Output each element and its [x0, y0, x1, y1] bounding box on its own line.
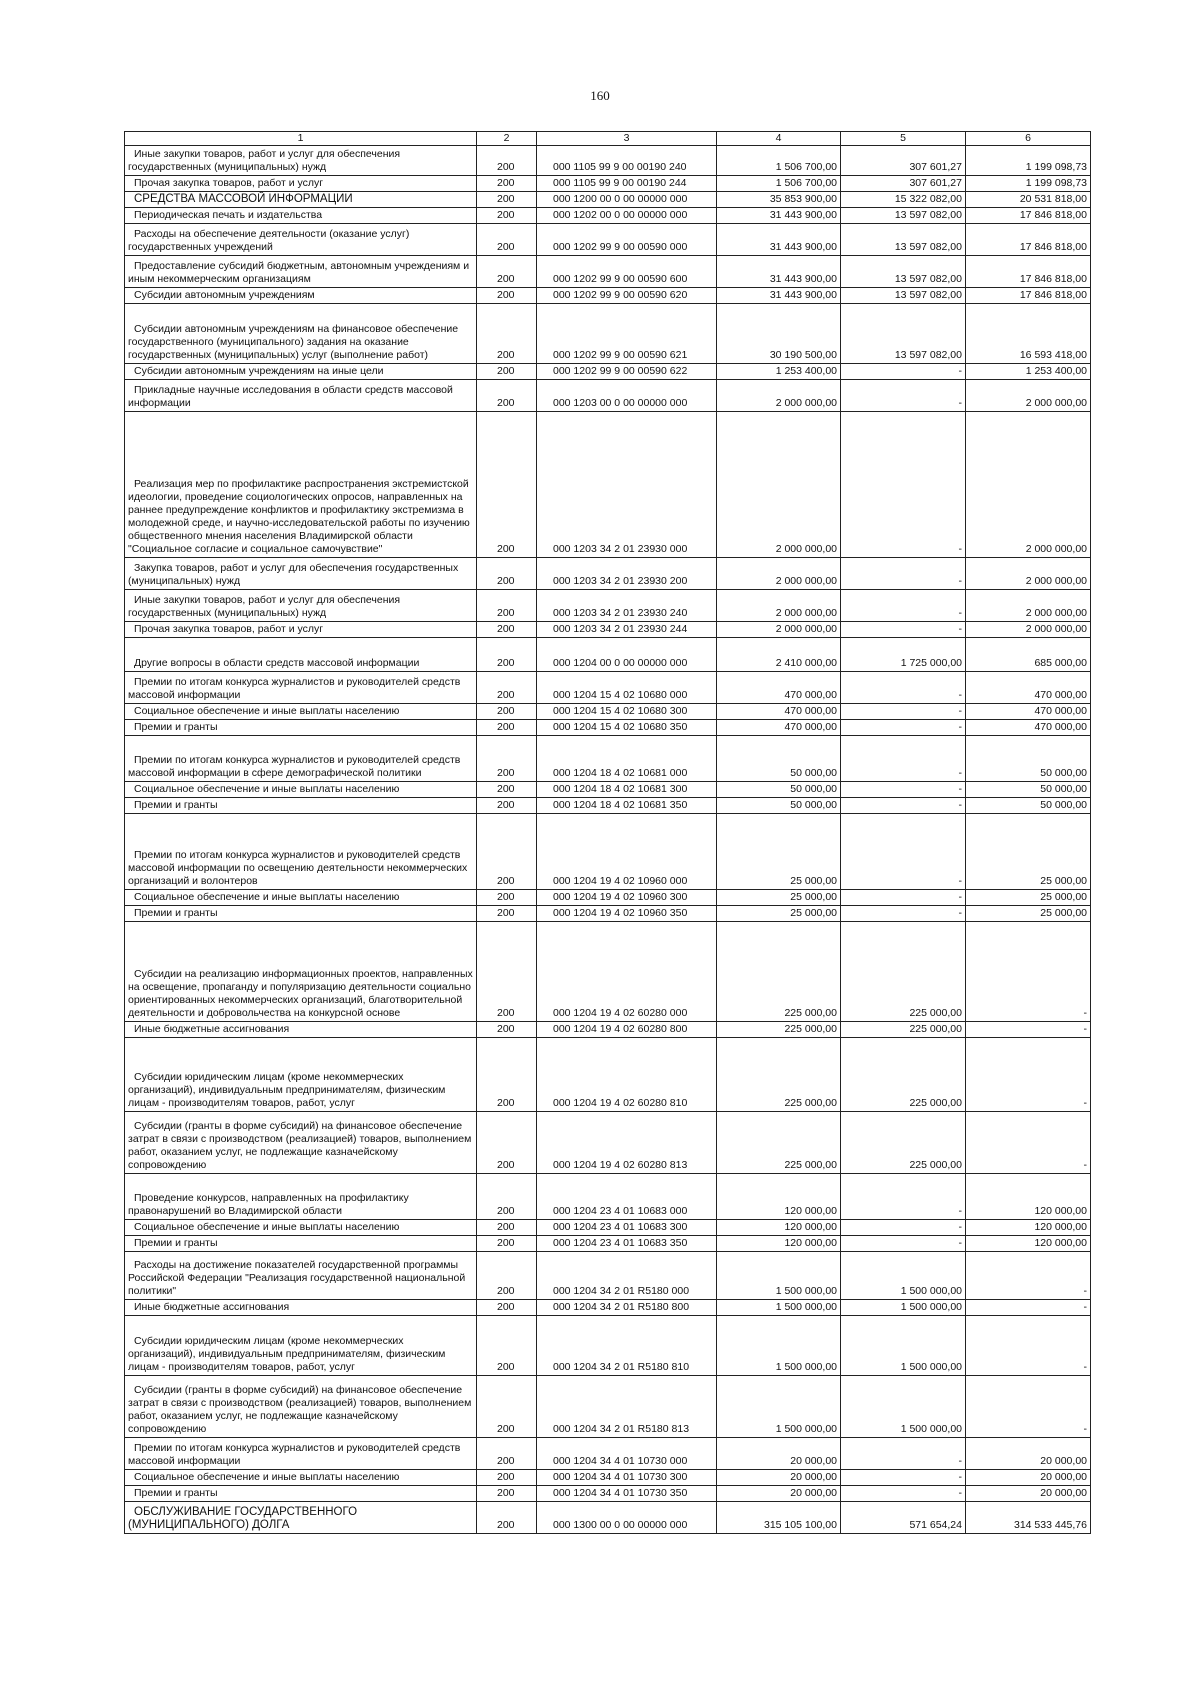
table-row	[125, 1022, 1091, 1038]
row-name: Социальное обеспечение и иные выплаты населению	[125, 704, 477, 720]
row-admin-code: 200	[477, 736, 537, 782]
row-admin-code: 200	[477, 1022, 537, 1038]
row-approved-amount: 20 000,00	[717, 1486, 841, 1502]
row-name: Субсидии на реализацию информационных проектов, направленных на освещение, пропаганду и популяризацию деятельности социально ориентированных некоммерческих организаций, благотворительной деятельности и добровольчества на конкурсной основе	[125, 922, 477, 1022]
column-number: 6	[966, 132, 1091, 146]
row-approved-amount: 31 443 900,00	[717, 288, 841, 304]
row-executed-amount: 307 601,27	[841, 146, 966, 176]
row-remaining-amount: 50 000,00	[966, 798, 1091, 814]
row-admin-code: 200	[477, 704, 537, 720]
table-row	[125, 890, 1091, 906]
row-admin-code: 200	[477, 1220, 537, 1236]
budget-table	[124, 131, 1091, 1534]
row-name: Субсидии автономным учреждениям	[125, 288, 477, 304]
row-executed-amount: -	[841, 782, 966, 798]
row-name: Иные закупки товаров, работ и услуг для обеспечения государственных (муниципальных) нужд	[125, 590, 477, 622]
row-remaining-amount: 120 000,00	[966, 1236, 1091, 1252]
row-budget-code: 000 1204 19 4 02 10960 350	[537, 906, 717, 922]
row-admin-code: 200	[477, 1486, 537, 1502]
table-row	[125, 1112, 1091, 1174]
row-executed-amount: -	[841, 890, 966, 906]
row-budget-code: 000 1204 19 4 02 10960 000	[537, 814, 717, 890]
row-budget-code: 000 1204 23 4 01 10683 000	[537, 1174, 717, 1220]
column-number: 2	[477, 132, 537, 146]
row-executed-amount: -	[841, 704, 966, 720]
row-admin-code: 200	[477, 720, 537, 736]
row-executed-amount: -	[841, 814, 966, 890]
row-budget-code: 000 1204 18 4 02 10681 000	[537, 736, 717, 782]
row-name: Премии по итогам конкурса журналистов и руководителей средств массовой информации	[125, 1438, 477, 1470]
row-name: Премии и гранты	[125, 1236, 477, 1252]
row-executed-amount: 1 725 000,00	[841, 638, 966, 672]
row-approved-amount: 2 000 000,00	[717, 558, 841, 590]
row-executed-amount: 225 000,00	[841, 1038, 966, 1112]
row-admin-code: 200	[477, 192, 537, 208]
row-name: Субсидии юридическим лицам (кроме некоммерческих организаций), индивидуальным предпринимателям, физическим лицам - производителям товаров, работ, услуг	[125, 1038, 477, 1112]
row-executed-amount: 13 597 082,00	[841, 208, 966, 224]
row-executed-amount: 13 597 082,00	[841, 288, 966, 304]
table-row	[125, 1038, 1091, 1112]
row-admin-code: 200	[477, 364, 537, 380]
row-budget-code: 000 1204 23 4 01 10683 350	[537, 1236, 717, 1252]
table-row	[125, 798, 1091, 814]
row-approved-amount: 1 253 400,00	[717, 364, 841, 380]
row-budget-code: 000 1202 99 9 00 00590 600	[537, 256, 717, 288]
row-admin-code: 200	[477, 814, 537, 890]
row-approved-amount: 31 443 900,00	[717, 208, 841, 224]
table-row	[125, 192, 1091, 208]
table-row	[125, 256, 1091, 288]
row-name: Периодическая печать и издательства	[125, 208, 477, 224]
row-admin-code: 200	[477, 1236, 537, 1252]
row-executed-amount: 1 500 000,00	[841, 1316, 966, 1376]
row-approved-amount: 225 000,00	[717, 1038, 841, 1112]
table-row	[125, 1486, 1091, 1502]
row-approved-amount: 25 000,00	[717, 906, 841, 922]
row-admin-code: 200	[477, 1502, 537, 1534]
row-executed-amount: -	[841, 1220, 966, 1236]
row-budget-code: 000 1204 15 4 02 10680 350	[537, 720, 717, 736]
row-admin-code: 200	[477, 1038, 537, 1112]
row-admin-code: 200	[477, 1316, 537, 1376]
row-remaining-amount: 17 846 818,00	[966, 224, 1091, 256]
row-name: Закупка товаров, работ и услуг для обеспечения государственных (муниципальных) нужд	[125, 558, 477, 590]
row-approved-amount: 50 000,00	[717, 798, 841, 814]
row-name: Субсидии автономным учреждениям на иные цели	[125, 364, 477, 380]
row-approved-amount: 50 000,00	[717, 736, 841, 782]
row-executed-amount: 571 654,24	[841, 1502, 966, 1534]
table-row	[125, 736, 1091, 782]
row-name: Премии по итогам конкурса журналистов и руководителей средств массовой информации по освещению деятельности некоммерческих организаций и волонтеров	[125, 814, 477, 890]
table-row	[125, 1300, 1091, 1316]
row-remaining-amount: -	[966, 1316, 1091, 1376]
row-approved-amount: 50 000,00	[717, 782, 841, 798]
row-budget-code: 000 1204 34 4 01 10730 000	[537, 1438, 717, 1470]
table-row	[125, 1376, 1091, 1438]
row-executed-amount: -	[841, 364, 966, 380]
row-name: Проведение конкурсов, направленных на профилактику правонарушений во Владимирской области	[125, 1174, 477, 1220]
column-number: 1	[125, 132, 477, 146]
row-executed-amount: 13 597 082,00	[841, 224, 966, 256]
row-admin-code: 200	[477, 782, 537, 798]
row-name: Предоставление субсидий бюджетным, автономным учреждениям и иным некоммерческим организациям	[125, 256, 477, 288]
row-budget-code: 000 1204 34 4 01 10730 350	[537, 1486, 717, 1502]
row-executed-amount: 13 597 082,00	[841, 304, 966, 364]
row-budget-code: 000 1202 99 9 00 00590 620	[537, 288, 717, 304]
row-executed-amount: -	[841, 1174, 966, 1220]
row-admin-code: 200	[477, 890, 537, 906]
row-approved-amount: 225 000,00	[717, 1022, 841, 1038]
column-number: 5	[841, 132, 966, 146]
row-remaining-amount: 16 593 418,00	[966, 304, 1091, 364]
column-numbers-row	[125, 132, 1091, 146]
row-admin-code: 200	[477, 1438, 537, 1470]
row-remaining-amount: 314 533 445,76	[966, 1502, 1091, 1534]
row-executed-amount: -	[841, 736, 966, 782]
row-budget-code: 000 1204 15 4 02 10680 000	[537, 672, 717, 704]
row-name: Иные бюджетные ассигнования	[125, 1022, 477, 1038]
row-budget-code: 000 1203 34 2 01 23930 200	[537, 558, 717, 590]
row-admin-code: 200	[477, 798, 537, 814]
table-row	[125, 590, 1091, 622]
row-admin-code: 200	[477, 256, 537, 288]
row-admin-code: 200	[477, 638, 537, 672]
row-remaining-amount: 470 000,00	[966, 720, 1091, 736]
row-approved-amount: 1 506 700,00	[717, 146, 841, 176]
row-name: Премии и гранты	[125, 906, 477, 922]
table-row	[125, 558, 1091, 590]
row-executed-amount: -	[841, 798, 966, 814]
row-name: ОБСЛУЖИВАНИЕ ГОСУДАРСТВЕННОГО (МУНИЦИПАЛЬНОГО) ДОЛГА	[125, 1502, 477, 1534]
row-admin-code: 200	[477, 304, 537, 364]
row-name: Социальное обеспечение и иные выплаты населению	[125, 890, 477, 906]
row-approved-amount: 2 000 000,00	[717, 590, 841, 622]
row-name: Премии и гранты	[125, 1486, 477, 1502]
row-approved-amount: 1 500 000,00	[717, 1252, 841, 1300]
table-row	[125, 814, 1091, 890]
row-approved-amount: 225 000,00	[717, 1112, 841, 1174]
row-budget-code: 000 1204 34 2 01 R5180 000	[537, 1252, 717, 1300]
row-name: Премии по итогам конкурса журналистов и руководителей средств массовой информации в сфере демографической политики	[125, 736, 477, 782]
row-budget-code: 000 1204 19 4 02 60280 000	[537, 922, 717, 1022]
row-admin-code: 200	[477, 906, 537, 922]
row-name: СРЕДСТВА МАССОВОЙ ИНФОРМАЦИИ	[125, 192, 477, 208]
row-admin-code: 200	[477, 1300, 537, 1316]
row-budget-code: 000 1300 00 0 00 00000 000	[537, 1502, 717, 1534]
row-admin-code: 200	[477, 1470, 537, 1486]
row-executed-amount: 1 500 000,00	[841, 1376, 966, 1438]
row-approved-amount: 31 443 900,00	[717, 224, 841, 256]
row-admin-code: 200	[477, 380, 537, 412]
row-name: Реализация мер по профилактике распространения экстремистской идеологии, проведение социологических опросов, направленных на раннее предупреждение конфликтов и профилактику экстремизма в молодежной среде, и научно-исследовательской работы по изучению общественного мнения населения Владимирской области "Социальное согласие и социальное самочувствие"	[125, 412, 477, 558]
row-admin-code: 200	[477, 622, 537, 638]
column-number: 3	[537, 132, 717, 146]
row-executed-amount: -	[841, 412, 966, 558]
row-remaining-amount: 120 000,00	[966, 1220, 1091, 1236]
table-row	[125, 146, 1091, 176]
table-row	[125, 906, 1091, 922]
table-row	[125, 412, 1091, 558]
row-remaining-amount: 25 000,00	[966, 906, 1091, 922]
row-approved-amount: 470 000,00	[717, 672, 841, 704]
row-remaining-amount: 20 000,00	[966, 1438, 1091, 1470]
table-row	[125, 672, 1091, 704]
row-executed-amount: 225 000,00	[841, 922, 966, 1022]
row-remaining-amount: 2 000 000,00	[966, 558, 1091, 590]
table-row	[125, 380, 1091, 412]
table-row	[125, 638, 1091, 672]
row-approved-amount: 1 500 000,00	[717, 1376, 841, 1438]
row-approved-amount: 20 000,00	[717, 1438, 841, 1470]
row-remaining-amount: 2 000 000,00	[966, 380, 1091, 412]
row-name: Расходы на достижение показателей государственной программы Российской Федерации "Реализация государственной национальной политики"	[125, 1252, 477, 1300]
table-row	[125, 720, 1091, 736]
row-name: Социальное обеспечение и иные выплаты населению	[125, 782, 477, 798]
table-row	[125, 1220, 1091, 1236]
row-remaining-amount: 2 000 000,00	[966, 590, 1091, 622]
row-budget-code: 000 1203 34 2 01 23930 244	[537, 622, 717, 638]
table-row	[125, 1502, 1091, 1534]
table-row	[125, 176, 1091, 192]
row-budget-code: 000 1203 34 2 01 23930 000	[537, 412, 717, 558]
row-remaining-amount: 20 000,00	[966, 1486, 1091, 1502]
row-approved-amount: 1 506 700,00	[717, 176, 841, 192]
table-row	[125, 224, 1091, 256]
row-name: Иные бюджетные ассигнования	[125, 1300, 477, 1316]
row-approved-amount: 2 410 000,00	[717, 638, 841, 672]
row-name: Премии по итогам конкурса журналистов и руководителей средств массовой информации	[125, 672, 477, 704]
table-row	[125, 1316, 1091, 1376]
row-remaining-amount: 25 000,00	[966, 814, 1091, 890]
row-approved-amount: 1 500 000,00	[717, 1300, 841, 1316]
row-remaining-amount: -	[966, 1022, 1091, 1038]
row-approved-amount: 25 000,00	[717, 814, 841, 890]
row-remaining-amount: -	[966, 1112, 1091, 1174]
row-admin-code: 200	[477, 672, 537, 704]
row-approved-amount: 120 000,00	[717, 1220, 841, 1236]
row-remaining-amount: 2 000 000,00	[966, 412, 1091, 558]
row-remaining-amount: 17 846 818,00	[966, 288, 1091, 304]
row-remaining-amount: 17 846 818,00	[966, 208, 1091, 224]
row-name: Субсидии (гранты в форме субсидий) на финансовое обеспечение затрат в связи с производством (реализацией) товаров, выполнением работ, оказанием услуг, не подлежащие казначейскому сопровождению	[125, 1376, 477, 1438]
row-name: Субсидии (гранты в форме субсидий) на финансовое обеспечение затрат в связи с производством (реализацией) товаров, выполнением работ, оказанием услуг, не подлежащие казначейскому сопровождению	[125, 1112, 477, 1174]
row-executed-amount: -	[841, 906, 966, 922]
row-executed-amount: -	[841, 590, 966, 622]
row-remaining-amount: 1 199 098,73	[966, 176, 1091, 192]
row-budget-code: 000 1204 15 4 02 10680 300	[537, 704, 717, 720]
table-row	[125, 922, 1091, 1022]
row-executed-amount: -	[841, 380, 966, 412]
row-budget-code: 000 1203 34 2 01 23930 240	[537, 590, 717, 622]
row-remaining-amount: 17 846 818,00	[966, 256, 1091, 288]
table-row	[125, 288, 1091, 304]
row-executed-amount: -	[841, 1470, 966, 1486]
row-admin-code: 200	[477, 1252, 537, 1300]
row-executed-amount: 1 500 000,00	[841, 1252, 966, 1300]
row-approved-amount: 470 000,00	[717, 720, 841, 736]
row-budget-code: 000 1203 00 0 00 00000 000	[537, 380, 717, 412]
row-approved-amount: 120 000,00	[717, 1174, 841, 1220]
row-admin-code: 200	[477, 1112, 537, 1174]
row-budget-code: 000 1105 99 9 00 00190 244	[537, 176, 717, 192]
row-executed-amount: -	[841, 558, 966, 590]
row-budget-code: 000 1202 99 9 00 00590 621	[537, 304, 717, 364]
row-name: Социальное обеспечение и иные выплаты населению	[125, 1220, 477, 1236]
row-name: Премии и гранты	[125, 798, 477, 814]
row-name: Субсидии юридическим лицам (кроме некоммерческих организаций), индивидуальным предпринимателям, физическим лицам - производителям товаров, работ, услуг	[125, 1316, 477, 1376]
row-admin-code: 200	[477, 558, 537, 590]
table-row	[125, 1236, 1091, 1252]
row-remaining-amount: 470 000,00	[966, 704, 1091, 720]
row-name: Субсидии автономным учреждениям на финансовое обеспечение государственного (муниципального) задания на оказание государственных (муниципальных) услуг (выполнение работ)	[125, 304, 477, 364]
row-admin-code: 200	[477, 224, 537, 256]
row-budget-code: 000 1204 19 4 02 60280 813	[537, 1112, 717, 1174]
row-approved-amount: 225 000,00	[717, 922, 841, 1022]
row-executed-amount: 225 000,00	[841, 1112, 966, 1174]
row-remaining-amount: -	[966, 922, 1091, 1022]
row-remaining-amount: -	[966, 1300, 1091, 1316]
row-budget-code: 000 1200 00 0 00 00000 000	[537, 192, 717, 208]
row-remaining-amount: 685 000,00	[966, 638, 1091, 672]
row-budget-code: 000 1204 23 4 01 10683 300	[537, 1220, 717, 1236]
row-approved-amount: 120 000,00	[717, 1236, 841, 1252]
row-admin-code: 200	[477, 146, 537, 176]
row-budget-code: 000 1105 99 9 00 00190 240	[537, 146, 717, 176]
row-budget-code: 000 1204 34 2 01 R5180 810	[537, 1316, 717, 1376]
table-row	[125, 364, 1091, 380]
page-number: 160	[590, 88, 610, 103]
row-remaining-amount: -	[966, 1252, 1091, 1300]
row-admin-code: 200	[477, 1376, 537, 1438]
row-remaining-amount: 1 253 400,00	[966, 364, 1091, 380]
row-approved-amount: 30 190 500,00	[717, 304, 841, 364]
row-remaining-amount: 20 531 818,00	[966, 192, 1091, 208]
table-row	[125, 1252, 1091, 1300]
row-approved-amount: 2 000 000,00	[717, 412, 841, 558]
row-remaining-amount: 50 000,00	[966, 736, 1091, 782]
row-approved-amount: 20 000,00	[717, 1470, 841, 1486]
row-admin-code: 200	[477, 1174, 537, 1220]
row-budget-code: 000 1204 18 4 02 10681 300	[537, 782, 717, 798]
row-approved-amount: 470 000,00	[717, 704, 841, 720]
row-budget-code: 000 1204 34 2 01 R5180 800	[537, 1300, 717, 1316]
row-remaining-amount: 20 000,00	[966, 1470, 1091, 1486]
row-executed-amount: 307 601,27	[841, 176, 966, 192]
row-remaining-amount: 470 000,00	[966, 672, 1091, 704]
column-number: 4	[717, 132, 841, 146]
row-executed-amount: 13 597 082,00	[841, 256, 966, 288]
row-remaining-amount: 2 000 000,00	[966, 622, 1091, 638]
row-remaining-amount: -	[966, 1038, 1091, 1112]
row-executed-amount: 225 000,00	[841, 1022, 966, 1038]
row-budget-code: 000 1204 00 0 00 00000 000	[537, 638, 717, 672]
row-admin-code: 200	[477, 412, 537, 558]
row-budget-code: 000 1204 34 2 01 R5180 813	[537, 1376, 717, 1438]
row-name: Другие вопросы в области средств массовой информации	[125, 638, 477, 672]
row-name: Социальное обеспечение и иные выплаты населению	[125, 1470, 477, 1486]
row-approved-amount: 31 443 900,00	[717, 256, 841, 288]
row-executed-amount: 15 322 082,00	[841, 192, 966, 208]
row-remaining-amount: 1 199 098,73	[966, 146, 1091, 176]
row-approved-amount: 315 105 100,00	[717, 1502, 841, 1534]
row-executed-amount: -	[841, 1438, 966, 1470]
table-row	[125, 208, 1091, 224]
row-name: Премии и гранты	[125, 720, 477, 736]
table-row	[125, 704, 1091, 720]
table-row	[125, 1174, 1091, 1220]
row-admin-code: 200	[477, 208, 537, 224]
row-executed-amount: 1 500 000,00	[841, 1300, 966, 1316]
table-row	[125, 1438, 1091, 1470]
row-executed-amount: -	[841, 672, 966, 704]
table-row	[125, 1470, 1091, 1486]
row-admin-code: 200	[477, 288, 537, 304]
row-executed-amount: -	[841, 1236, 966, 1252]
row-admin-code: 200	[477, 590, 537, 622]
table-row	[125, 304, 1091, 364]
row-budget-code: 000 1202 99 9 00 00590 622	[537, 364, 717, 380]
row-budget-code: 000 1204 34 4 01 10730 300	[537, 1470, 717, 1486]
row-executed-amount: -	[841, 720, 966, 736]
row-executed-amount: -	[841, 622, 966, 638]
row-remaining-amount: 120 000,00	[966, 1174, 1091, 1220]
row-budget-code: 000 1204 19 4 02 60280 800	[537, 1022, 717, 1038]
row-budget-code: 000 1202 99 9 00 00590 000	[537, 224, 717, 256]
row-budget-code: 000 1204 18 4 02 10681 350	[537, 798, 717, 814]
row-approved-amount: 1 500 000,00	[717, 1316, 841, 1376]
row-name: Прикладные научные исследования в области средств массовой информации	[125, 380, 477, 412]
row-approved-amount: 25 000,00	[717, 890, 841, 906]
row-budget-code: 000 1204 19 4 02 10960 300	[537, 890, 717, 906]
row-budget-code: 000 1204 19 4 02 60280 810	[537, 1038, 717, 1112]
row-remaining-amount: 50 000,00	[966, 782, 1091, 798]
row-remaining-amount: -	[966, 1376, 1091, 1438]
row-budget-code: 000 1202 00 0 00 00000 000	[537, 208, 717, 224]
table-row	[125, 622, 1091, 638]
row-admin-code: 200	[477, 176, 537, 192]
row-name: Прочая закупка товаров, работ и услуг	[125, 176, 477, 192]
row-admin-code: 200	[477, 922, 537, 1022]
row-remaining-amount: 25 000,00	[966, 890, 1091, 906]
row-name: Расходы на обеспечение деятельности (оказание услуг) государственных учреждений	[125, 224, 477, 256]
row-name: Иные закупки товаров, работ и услуг для обеспечения государственных (муниципальных) нужд	[125, 146, 477, 176]
table-row	[125, 782, 1091, 798]
row-executed-amount: -	[841, 1486, 966, 1502]
row-approved-amount: 35 853 900,00	[717, 192, 841, 208]
row-name: Прочая закупка товаров, работ и услуг	[125, 622, 477, 638]
row-approved-amount: 2 000 000,00	[717, 622, 841, 638]
row-approved-amount: 2 000 000,00	[717, 380, 841, 412]
